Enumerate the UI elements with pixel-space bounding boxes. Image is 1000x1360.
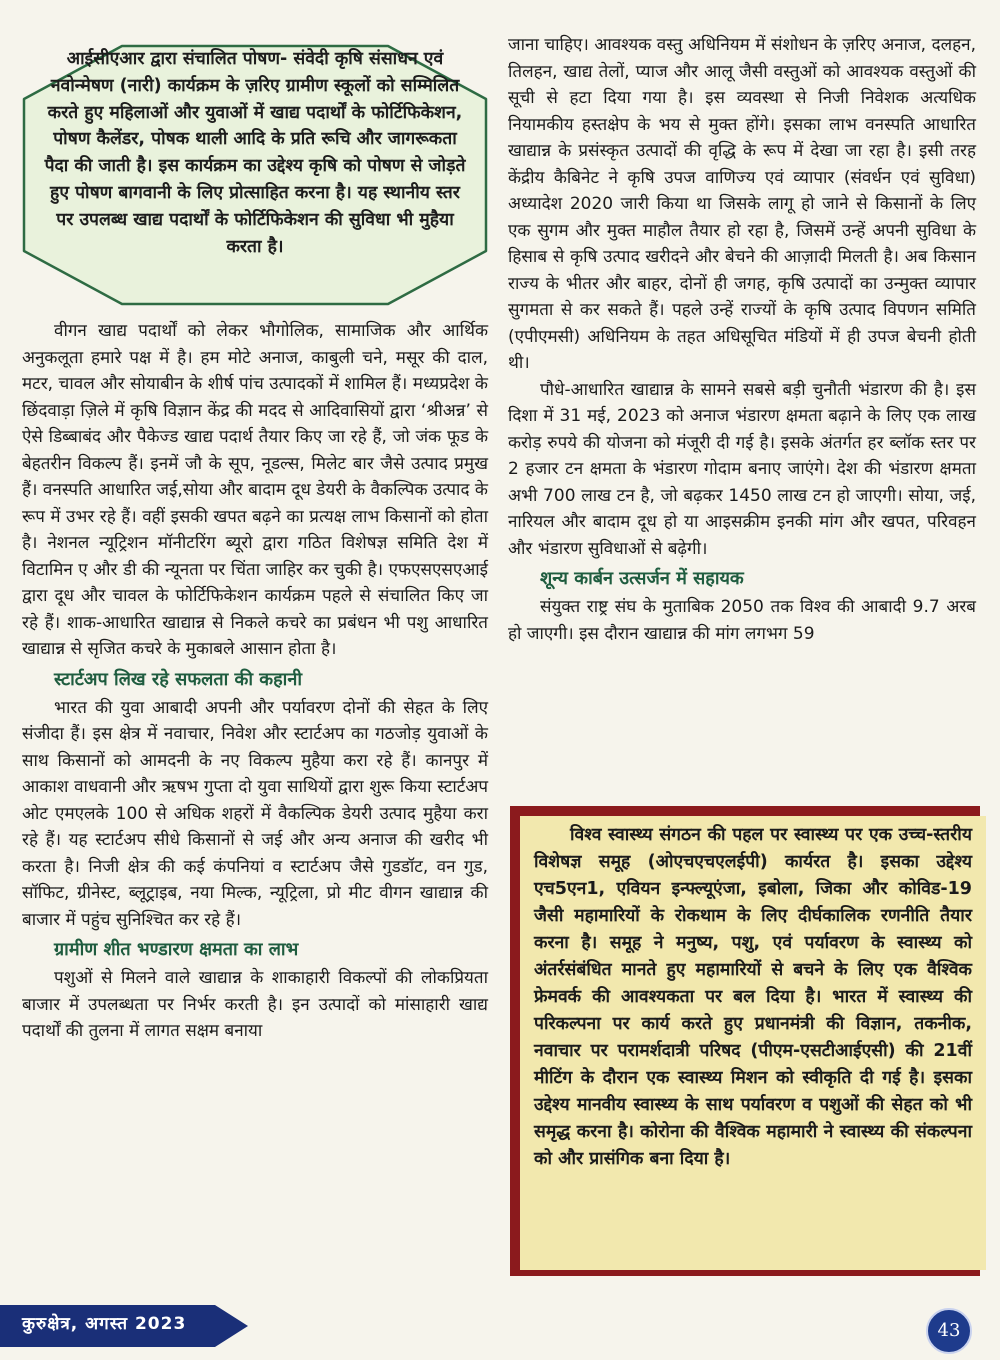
page-number: 43 (926, 1308, 972, 1354)
callout-text: आईसीएआर द्वारा संचालित पोषण- संवेदी कृषि संसाधन एवं नवोन्मेषण (नारी) कार्यक्रम के ज़रिए ग्रामीण स्कूलों को सम्मिलित करते हुए महिलाओं और युवाओं में खाद्य पदार्थों के फोर्टिफिकेशन, पोषण कैलेंडर, पोषक थाली आदि के प्रति रूचि और जागरूकता पैदा की जाती है। इस कार्यक्रम का उद्देश्य कृषि को पोषण से जोड़ते हुए पोषण बागवानी के लिए प्रोत्साहित करना है। यह स्थानीय स्तर पर उपलब्ध खाद्य पदार्थों के फोर्टिफिकेशन की सुविधा भी मुहैया करता है। (44, 49, 466, 257)
section-heading-zero-carbon: शून्य कार्बन उत्सर्जन में सहायक (540, 568, 744, 589)
article-paragraph: वीगन खाद्य पदार्थों को लेकर भौगोलिक, सामाजिक और आर्थिक अनुकलूता हमारे पक्ष में है। हम मोटे अनाज, काबुली चने, मसूर की दाल, मटर, चावल और सोयाबीन के शीर्ष पांच उत्पादकों में शामिल हैं। मध्यप्रदेश के छिंदवाड़ा ज़िले में कृषि विज्ञान केंद्र की मदद से आदिवासियों द्वारा ‘श्रीअन्न’ से ऐसे डिब्बाबंद और पैकेज्ड खाद्य पदार्थ तैयार किए जा रहे हैं, जो जंक फूड के बेहतरीन विकल्प हैं। इनमें जौ के सूप, नूडल्स, मिलेट बार जैसे उत्पाद प्रमुख हैं। वनस्पति आधारित जई,सोया और बादाम दूध डेयरी के वैकल्पिक उत्पाद के रूप में उभर रहे हैं। वहीं इसकी खपत बढ़ने का प्रत्यक्ष लाभ किसानों को होता है। नेशनल न्यूट्रिशन मॉनीटरिंग ब्यूरो द्वारा गठित विशेषज्ञ समिति देश में विटामिन ए और डी की न्यूनता पर चिंता जाहिर कर चुकी है। एफएसएसएआई द्वारा दूध और चावल के फोर्टिफिकेशन कार्यक्रम पहले से संचालित किए जा रहे हैं। शाक-आधारित खाद्यान्न से निकले कचरे का प्रबंधन भी पशु आधारित खाद्यान्न से सृजित कचरे के मुकाबले आसान होता है। (22, 321, 488, 659)
right-column (508, 32, 976, 647)
section-heading-startup: स्टार्टअप लिख रहे सफलता की कहानी (54, 668, 302, 690)
section-heading-cold-storage: ग्रामीण शीत भण्डारण क्षमता का लाभ (54, 939, 299, 960)
article-paragraph: पौधे-आधारित खाद्यान्न के सामने सबसे बड़ी चुनौती भंडारण की है। इस दिशा में 31 मई, 2023 को अनाज भंडारण क्षमता बढ़ाने के लिए एक लाख करोड़ रुपये की योजना को मंजूरी दी गई है। इसके अंतर्गत हर ब्लॉक स्तर पर 2 हजार टन क्षमता के भंडारण गोदाम बनाए जाएंगे। देश की भंडारण क्षमता अभी 700 लाख टन है, जो बढ़कर 1450 लाख टन हो जाएगी। सोया, जई, नारियल और बादाम दूध हो या आइसक्रीम इनकी मांग और खपत, परिवहन और भंडारण सुविधाओं से बढ़ेगी। (508, 379, 976, 559)
article-paragraph: भारत की युवा आबादी अपनी और पर्यावरण दोनों की सेहत के लिए संजीदा हैं। इस क्षेत्र में नवाचार, निवेश और स्टार्टअप का गठजोड़ युवाओं के साथ किसानों को आमदनी के नए विकल्प मुहैया करा रहे हैं। कानपुर में आकाश वाधवानी और ऋषभ गुप्ता दो युवा साथियों द्वारा शुरू किया स्टार्टअप ओट एमएलके 100 से अधिक शहरों में वैकल्पिक डेयरी उत्पाद मुहैया करा रहे हैं। यह स्टार्टअप सीधे किसानों से जई और अन्य अनाज की खरीद भी करता है। निजी क्षेत्र की कई कंपनियां व स्टार्टअप जैसे गुडडॉट, वन गुड, सॉफिट, ग्रीनेस्ट, ब्लूट्राइब, नया मिल्क, न्यूट्रिला, प्रो मीट वीगन खाद्यान्न की बाजार में पहुंच सुनिश्चित कर रहे हैं। (22, 697, 488, 930)
callout-box (22, 44, 488, 306)
article-paragraph: संयुक्त राष्ट्र संघ के मुताबिक 2050 तक विश्व की आबादी 9.7 अरब हो जाएगी। इस दौरान खाद्यान्न की मांग लगभग 59 (508, 597, 976, 644)
info-box (520, 816, 986, 1270)
info-box-text: विश्व स्वास्थ्य संगठन की पहल पर स्वास्थ्य पर एक उच्च-स्तरीय विशेषज्ञ समूह (ओएचएचएलईपी) कार्यरत है। इसका उद्देश्य एच5एन1, एवियन इन्फ्ल्यूएंजा, इबोला, जिका और कोविड-19 जैसी महामारियों के रोकथाम के लिए दीर्घकालिक रणनीति तैयार करना है। समूह ने मनुष्य, पशु, एवं पर्यावरण के स्वास्थ्य को अंतर्रसंबंधित मानते हुए महामारियों से बचने के लिए एक वैश्विक फ्रेमवर्क की आवश्यकता पर बल दिया है। भारत में स्वास्थ्य की परिकल्पना पर कार्य करते हुए प्रधानमंत्री की विज्ञान, तकनीक, नवाचार पर परामर्शदात्री परिषद (पीएम-एसटीआईएसी) की 21वीं मीटिंग के दौरान एक स्वास्थ्य मिशन को स्वीकृति दी गई है। इसका उद्देश्य मानवीय स्वास्थ्य के साथ पर्यावरण व पशुओं की सेहत को भी समृद्ध करना है। कोरोना की वैश्विक महामारी ने स्वास्थ्य की संकल्पना को और प्रासंगिक बना दिया है। (534, 825, 972, 1169)
magazine-footer-label: कुरुक्षेत्र, अगस्त 2023 (22, 1314, 187, 1334)
article-paragraph: पशुओं से मिलने वाले खाद्यान्न के शाकाहारी विकल्पों की लोकप्रियता बाजार में उपलब्धता पर निर्भर करती है। इन उत्पादों को मांसाहारी खाद्य पदार्थों की तुलना में लागत सक्षम बनाया (22, 968, 488, 1041)
left-column (22, 318, 488, 1045)
article-paragraph: जाना चाहिए। आवश्यक वस्तु अधिनियम में संशोधन के ज़रिए अनाज, दलहन, तिलहन, खाद्य तेलों, प्याज और आलू जैसी वस्तुओं को आवश्यक वस्तुओं की सूची से हटा दिया गया है। इस व्यवस्था से निजी निवेशक अत्यधिक नियामकीय हस्तक्षेप के भय से मुक्त होंगे। इसका लाभ वनस्पति आधारित खाद्यान्न के प्रसंस्कृत उत्पादों की वृद्धि के रूप में देखा जा रहा है। इसी तरह केंद्रीय कैबिनेट ने कृषि उपज वाणिज्य एवं व्यापार (संवर्धन एवं सुविधा) अध्यादेश 2020 जारी किया था जिसके लागू हो जाने से किसानों के लिए एक सुगम और मुक्त माहौल तैयार हो रहा है, जिसमें उन्हें अपनी सुविधा के हिसाब से कृषि उत्पाद खरीदने और बेचने की आज़ादी मिलती है। अब किसान राज्य के भीतर और बाहर, दोनों ही जगह, कृषि उत्पादों का उन्मुक्त व्यापार सुगमता से कर सकते हैं। पहले उन्हें राज्यों के कृषि उत्पाद विपणन समिति (एपीएमसी) अधिनियम के तहत अधिसूचित मंडियों में ही उपज बेचनी होती थी। (508, 35, 976, 373)
